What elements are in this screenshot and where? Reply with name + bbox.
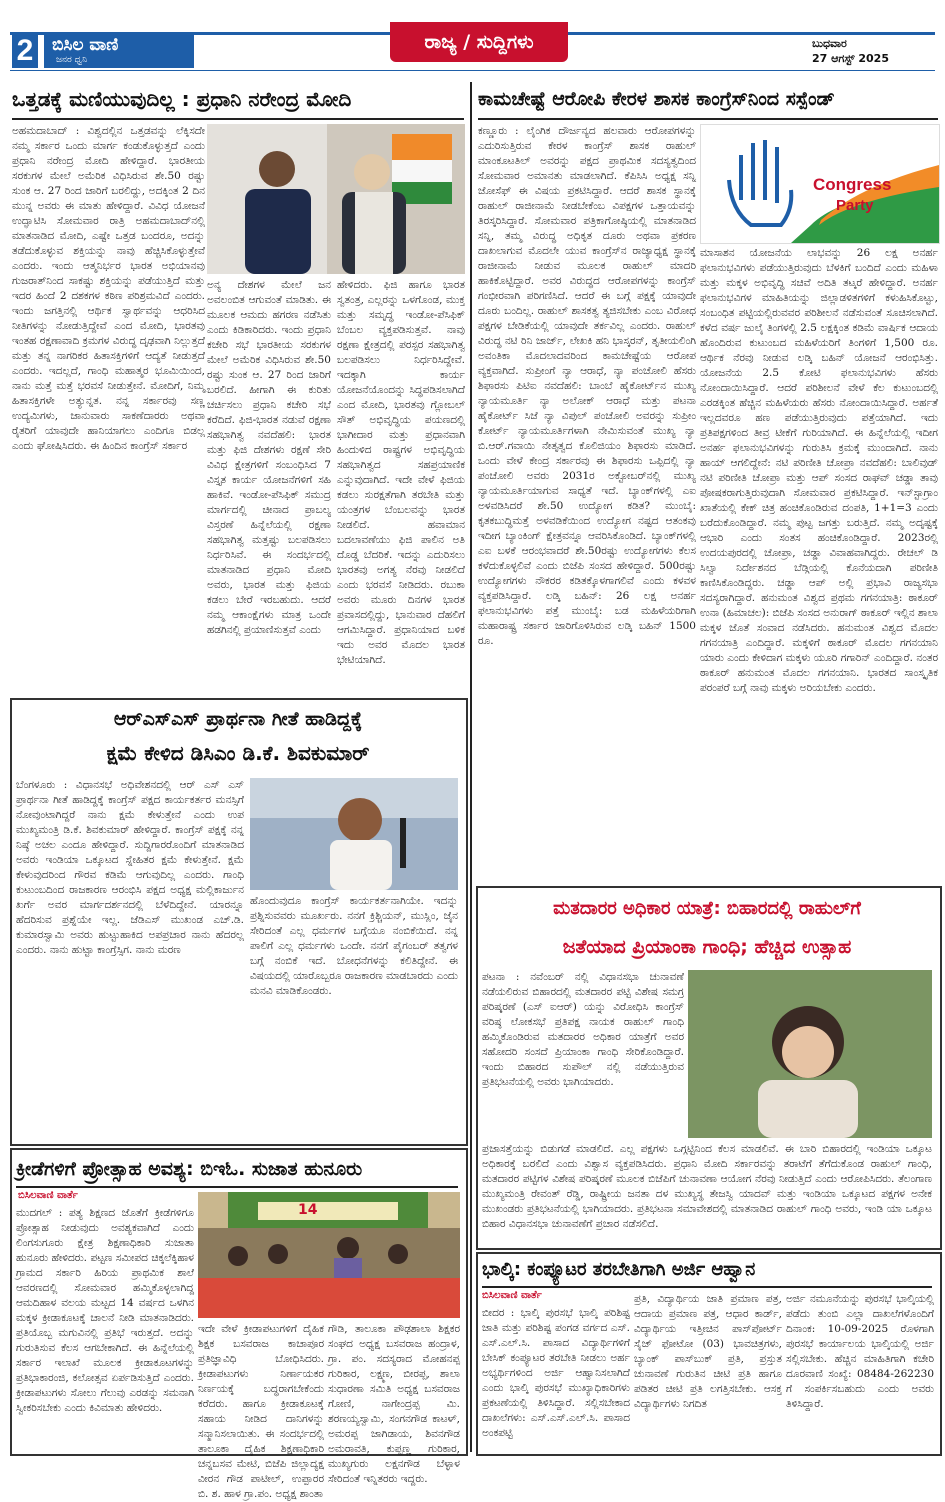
article-sports-headline: ಕ್ರೀಡೆಗಳಿಗೆ ಪ್ರೋತ್ಸಾಹ ಅವಶ್ಯ: ಬಿಇಓ. ಸುಜಾತ ಹುನೂರು: [16, 1158, 363, 1180]
article-dks-headline-1: ಆರ್‌ಎಸ್‌ಎಸ್ ಪ್ರಾರ್ಥನಾ ಗೀತೆ ಹಾಡಿದ್ದಕ್ಕೆ: [113, 708, 363, 730]
issue-date: 27 ಆಗಸ್ಟ್ 2025: [812, 52, 889, 65]
article-bhalki-col3: ಅರ್ಜಿ ನಮೂನೆಯನ್ನು ಪುರಸಭೆ ಭಾಲ್ಕಿಯಲ್ಲಿ ಪಡೆದು ತುಂಬಿ ಎಲ್ಲಾ ದಾಖಲೆಗಳೊಂದಿಗೆ ದಿನಾಂಕ: 10-09-2025 ರೊಳಗಾಗಿ ಪುರಸಭೆ ಕಾರ್ಯಾಲಯ ಭಾಲ್ಕಿಯಲ್ಲಿ ಅರ್ಜಿ ಸಲ್ಲಿಸಬೇಕು. ಹೆಚ್ಚಿನ ಮಾಹಿತಿಗಾಗಿ ಕಚೇರಿ ದೂರವಾಣಿ ಸಂಖ್ಯೆ: 08484-262230 ಗೆ ಸಂಪರ್ಕಿಸಬಹುದು ಎಂದು ಅವರು ತಿಳಿಸಿದ್ದಾರೆ.: [786, 1293, 934, 1410]
page-number: 2: [12, 34, 38, 68]
sports-photo-image: [198, 1192, 460, 1318]
sports-byline: ಬಿಸಿಲವಾಣಿ ವಾರ್ತೆ: [18, 1190, 78, 1201]
article-modi-col3: ಹೇಳಿದರು. ಫಿಜಿ ಹಾಗೂ ಭಾರತ ಸ್ವತಂತ್ರ, ಎಲ್ಲರನ್ನು ಒಳಗೊಂಡ, ಮುಕ್ತ ಮತ್ತು ಸಮೃದ್ಧ ಇಂಡೋ-ಪೆಸಿಫಿಕ್ ಬೆಂಬಲ ವ್ಯಕ್ತಪಡಿಸುತ್ತವೆ. ನಾವು ರಕ್ಷಣಾ ಕ್ಷೇತ್ರದಲ್ಲಿ ಪರಸ್ಪರ ಸಹಭಾಗಿತ್ವ ಬಲಪಡಿಸಲು ನಿರ್ಧರಿಸಿದ್ದೇವೆ. ಇದಕ್ಕಾಗಿ ಕಾರ್ಯ ಯೋಜನೆಯೊಂದನ್ನು ಸಿದ್ಧಪಡಿಸಲಾಗಿದೆ ಎಂದ ಮೋದಿ, ಭಾರತವು ಗ್ಲೋಬಲ್ ಸೌತ್ ಅಭಿವೃದ್ಧಿಯ ಪಯಣದಲ್ಲಿ ಭಾಗೀದಾರ ಮತ್ತು ಪ್ರಧಾನವಾಗಿ ಹಿಂದುಳಿದ ರಾಷ್ಟ್ರಗಳ ಅಭಿವೃದ್ಧಿಯ ಸಹಭಾಗಿತ್ವದ ಸಹಪ್ರಯಾಣಿಕ ಎನ್ನುವುದಾಗಿದೆ. ಇದೇ ವೇಳೆ ಫಿಜಿಯ ಕಡಲು ಸುರಕ್ಷತೆಗಾಗಿ ತರಬೇತಿ ಮತ್ತು ಯಂತ್ರಗಳ ಬೆಂಬಲವನ್ನು ಭಾರತ ನೀಡಲಿದೆ. ಹವಾಮಾನ ಬದಲಾವಣೆಯು ಫಿಜಿ ಪಾಲಿನ ಅತಿ ದೊಡ್ಡ ಬೆದರಿಕೆ. ಇದನ್ನು ಎದುರಿಸಲು ಭಾರತವು ಅಗತ್ಯ ನೆರವು ನೀಡಲಿದೆ ಎಂದು ಭರವಸೆ ನೀಡಿದರು. ರಬುಕಾ ಅವರು ಮೂರು ದಿನಗಳ ಭಾರತ ಪ್ರವಾಸದಲ್ಲಿದ್ದು, ಭಾನುವಾರ ದೆಹಲಿಗೆ ಆಗಮಿಸಿದ್ದಾರೆ. ಪ್ರಧಾನಿಯಾದ ಬಳಿಕ ಇದು ಅವರ ಮೊದಲ ಭಾರತ ಭೇಟಿಯಾಗಿದೆ.: [337, 279, 465, 666]
divider: [482, 1286, 932, 1288]
header-rule-bottom: [10, 70, 935, 71]
priyanka-photo: [688, 970, 932, 1138]
article-modi-col1: ಅಹಮದಾಬಾದ್ : ವಿಶ್ವದಲ್ಲಿನ ಒತ್ತಡವನ್ನು ಲೆಕ್ಕಿಸದೇ ನಮ್ಮ ಸರ್ಕಾರ ಒಂದು ಮಾರ್ಗ ಕಂಡುಕೊಳ್ಳುತ್ತದೆ ಎಂದು ಪ್ರಧಾನಿ ನರೇಂದ್ರ ಮೋದಿ ಹೇಳಿದ್ದಾರೆ. ಭಾರತೀಯ ಸರಕುಗಳ ಮೇಲೆ ಅಮೆರಿಕ ವಿಧಿಸಿರುವ ಶೇ.50 ರಷ್ಟು ಸುಂಕ ಆ. 27 ರಿಂದ ಜಾರಿಗೆ ಬರಲಿದ್ದು, ಅದಕ್ಕಿಂತ 2 ದಿನ ಮುನ್ನ ಅವರು ಈ ಮಾತು ಹೇಳಿದ್ದಾರೆ. ವಿವಿಧ ಯೋಜನೆ ಉದ್ಘಾಟಿಸಿ ಸೋಮವಾರ ರಾತ್ರಿ ಅಹಮದಾಬಾದ್‌ನಲ್ಲಿ ಮಾತನಾಡಿದ ಮೋದಿ, ಎಷ್ಟೇ ಒತ್ತಡ ಬಂದರೂ, ಅದನ್ನು ತಡೆದುಕೊಳ್ಳುವ ಶಕ್ತಿಯನ್ನು ನಾವು ಹೆಚ್ಚಿಸಿಕೊಳ್ಳುತ್ತೇವೆ ಎಂದರು. ಇಂದು ಆತ್ಮನಿರ್ಭರ ಭಾರತ ಅಭಿಯಾನವು ಗುಜರಾತ್‌ನಿಂದ ಸಾಕಷ್ಟು ಶಕ್ತಿಯನ್ನು ಪಡೆಯುತ್ತಿದೆ ಮತ್ತು ಇದರ ಹಿಂದೆ 2 ದಶಕಗಳ ಕಠಿಣ ಪರಿಶ್ರಮವಿದೆ ಎಂದರು. ಇಂದು ಜಗತ್ತಿನಲ್ಲಿ ಆರ್ಥಿಕ ಸ್ವಾರ್ಥವನ್ನು ಆಧರಿಸಿದ ನೀತಿಗಳನ್ನು ನೋಡುತ್ತಿದ್ದೇವೆ ಎಂದ ಮೋದಿ, ಭಾರತವು ಇಂತಹ ರಕ್ಷಣಾವಾದಿ ಕ್ರಮಗಳ ವಿರುದ್ಧ ದೃಢವಾಗಿ ನಿಲ್ಲುತ್ತದೆ ಮತ್ತು ತನ್ನ ನಾಗರಿಕರ ಹಿತಾಸಕ್ತಿಗಳಿಗೆ ಆದ್ಯತೆ ನೀಡುತ್ತದೆ ಎಂದರು. ಇದಲ್ಲದೆ, ಗಾಂಧಿ ಮಹಾತ್ಮರ ಭೂಮಿಯಿಂದ, ನಾನು ಮತ್ತೆ ಮತ್ತೆ ಭರವಸೆ ನೀಡುತ್ತೇನೆ. ಮೋದಿಗೆ, ನಿಮ್ಮ ಹಿತಾಸಕ್ತಿಗಳೇ ಅತ್ಯುನ್ನತ. ನನ್ನ ಸರ್ಕಾರವು ಸಣ್ಣ ಉದ್ಯಮಿಗಳು, ಜಾನುವಾರು ಸಾಕಣೆದಾರರು ಅಥವಾ ರೈತರಿಗೆ ಯಾವುದೇ ಹಾನಿಯಾಗಲು ಎಂದಿಗೂ ಬಿಡಲ್ಲ ಎಂದು ಘೋಷಿಸಿದರು. ಈ ಹಿಂದಿನ ಕಾಂಗ್ರೆಸ್ ಸರ್ಕಾರ: [12, 125, 205, 452]
article-sports-col1: ಮುದಗಲ್ : ಪತ್ಯ ಶಿಕ್ಷಣದ ಜೊತೆಗೆ ಕ್ರೀಡೆಗಳಿಗೂ ಪ್ರೋತ್ಸಾಹ ನೀಡುವುದು ಅವಶ್ಯಕವಾಗಿದೆ ಎಂದು ಲಿಂಗಸುಗೂರು ಕ್ಷೇತ್ರ ಶಿಕ್ಷಣಾಧಿಕಾರಿ ಸುಜಾತಾ ಹುನೂರು ಹೇಳಿದರು. ಪಟ್ಟಣ ಸಮೀಪದ ಚಿಕ್ಕಲೆಕ್ಕಿಹಾಳ ಗ್ರಾಮದ ಸರ್ಕಾರಿ ಹಿರಿಯ ಪ್ರಾಥಮಿಕ ಶಾಲೆ ಆವರಣದಲ್ಲಿ ಸೋಮವಾರ ಹಮ್ಮಿಕೊಳ್ಳಲಾಗಿದ್ದ ಆಮದಿಹಾಳ ವಲಯ ಮಟ್ಟದ 14 ವರ್ಷದ ಒಳಗಿನ ಮಕ್ಕಳ ಕ್ರೀಡಾಕೂಟಕ್ಕೆ ಚಾಲನೆ ನೀಡಿ ಮಾತನಾಡಿದರು. ಪ್ರತಿಯೊಬ್ಬ ಮಗುವಿನಲ್ಲಿ ಪ್ರತಿಭೆ ಇರುತ್ತದೆ. ಅದನ್ನು ಗುರುತಿಸುವ ಕೆಲಸ ಆಗಬೇಕಾಗಿದೆ. ಈ ಹಿನ್ನೆಲೆಯಲ್ಲಿ ಸರ್ಕಾರ ಇಲಾಖೆ ಮೂಲಕ ಕ್ರೀಡಾಕೂಟಗಳನ್ನು ಪ್ರತಿಭಾಕಾರಂಜಿ, ಕಲೋತ್ಸವ ಏರ್ಪಡಿಸುತ್ತಿದೆ ಎಂದರು. ಕ್ರೀಡಾಪಟುಗಳು ಸೋಲು ಗೆಲುವು ಎರಡನ್ನು ಸಮನಾಗಿ ಸ್ವೀಕರಿಸಬೇಕು ಎಂದು ಕಿವಿಮಾತು ಹೇಳಿದರು.: [16, 1207, 194, 1414]
section-title: ರಾಜ್ಯ / ಸುದ್ದಿಗಳು: [390, 22, 568, 62]
article-dks-col1: ಬೆಂಗಳೂರು : ವಿಧಾನಸಭೆ ಅಧಿವೇಶನದಲ್ಲಿ ಆರ್ ಎಸ್ ಎಸ್ ಪ್ರಾರ್ಥನಾ ಗೀತೆ ಹಾಡಿದ್ದಕ್ಕೆ ಕಾಂಗ್ರೆಸ್ ಪಕ್ಷದ ಕಾರ್ಯಕರ್ತರ ಮನಸ್ಸಿಗೆ ನೋವುಂಟಾಗಿದ್ದರೆ ನಾನು ಕ್ಷಮೆ ಕೇಳುತ್ತೇನೆ ಎಂದು ಉಪ ಮುಖ್ಯಮಂತ್ರಿ ಡಿ.ಕೆ. ಶಿವಕುಮಾರ್ ಹೇಳಿದ್ದಾರೆ. ಕಾಂಗ್ರೆಸ್ ಪಕ್ಷಕ್ಕೆ ನನ್ನ ನಿಷ್ಠೆ ಅಚಲ ಎಂದೂ ಹೇಳಿದ್ದಾರೆ. ಸುದ್ದಿಗಾರರೊಂದಿಗೆ ಮಾತನಾಡಿದ ಅವರು ಇಂಡಿಯಾ ಒಕ್ಕೂಟದ ಸ್ನೇಹಿತರ ಕ್ಷಮೆ ಕೇಳುತ್ತೇನೆ. ಕ್ಷಮೆ ಕೇಳುವುದರಿಂದ ಗೌರವ ಕಡಿಮೆ ಆಗುವುದಿಲ್ಲ ಎಂದರು. ಗಾಂಧಿ ಕುಟುಂಬದಿಂದ ರಾಜಕಾರಣ ಆರಂಭಿಸಿ ಪಕ್ಷದ ಅಧ್ಯಕ್ಷ ಮಲ್ಲಿಕಾರ್ಜುನ ಖರ್ಗೆ ಅವರ ಮಾರ್ಗದರ್ಶನದಲ್ಲಿ ಬೆಳೆದಿದ್ದೇನೆ. ಯಾರನ್ನೂ ಹೆದರಿಸುವ ಪ್ರಶ್ನೆಯೇ ಇಲ್ಲ. ಜೆಡಿಎಸ್ ಮುಖಂಡ ಎಚ್.ಡಿ. ಕುಮಾರಸ್ವಾಮಿ ಅವರು ಹುಟ್ಟುಹಾಕಿದ ಅಪಪ್ರಚಾರ ನಾನು ಹೆದರಲ್ಲ ಎಂದರು. ನಾನು ಹುಟ್ಟಾ ಕಾಂಗ್ರೆಸ್ಸಿಗ. ನಾನು ಮರಣ: [16, 779, 244, 956]
sports-photo: [198, 1192, 460, 1318]
divider: [478, 118, 938, 120]
article-priyanka-headline-1: ಮತದಾರರ ಅಧಿಕಾರ ಯಾತ್ರೆ: ಬಿಹಾರದಲ್ಲಿ ರಾಹುಲ್‌ಗೆ: [553, 898, 861, 919]
article-congress-col1: ಕಣ್ಣೂರು : ಲೈಂಗಿಕ ದೌರ್ಜನ್ಯದ ಹಲವಾರು ಆರೋಪಗಳನ್ನು ಎದುರಿಸುತ್ತಿರುವ ಕೇರಳ ಕಾಂಗ್ರೆಸ್ ಶಾಸಕ ರಾಹುಲ್ ಮಾಂಕೂಟತಿಲ್ ಅವರನ್ನು ಪಕ್ಷದ ಪ್ರಾಥಮಿಕ ಸದಸ್ಯತ್ವದಿಂದ ಸೋಮವಾರ ಅಮಾನತು ಮಾಡಲಾಗಿದೆ. ಕೆಪಿಸಿಸಿ ಅಧ್ಯಕ್ಷ ಸನ್ನಿ ಜೋಸೆಫ್ ಈ ವಿಷಯ ಪ್ರಕಟಿಸಿದ್ದಾರೆ. ಆದರೆ ಶಾಸಕ ಸ್ಥಾನಕ್ಕೆ ರಾಹುಲ್ ರಾಜೀನಾಮೆ ನೀಡಬೇಕೆಂಬ ವಿಪಕ್ಷಗಳ ಒತ್ತಾಯವನ್ನು ತಿರಸ್ಕರಿಸಿದ್ದಾರೆ. ಸೋಮವಾರ ಪತ್ರಿಕಾಗೋಷ್ಠಿಯಲ್ಲಿ ಮಾತನಾಡಿದ ಸನ್ನಿ, ತಮ್ಮ ವಿರುದ್ಧ ಅಧಿಕೃತ ದೂರು ಅಥವಾ ಪ್ರಕರಣ ದಾಖಲಾಗುವ ಮೊದಲೇ ಯುವ ಕಾಂಗ್ರೆಸ್‌ನ ರಾಜ್ಯಾಧ್ಯಕ್ಷ ಸ್ಥಾನಕ್ಕೆ ರಾಜೀನಾಮೆ ನೀಡುವ ಮೂಲಕ ರಾಹುಲ್ ಮಾದರಿ ಹಾಕಿಕೊಟ್ಟಿದ್ದಾರೆ. ಅವರ ವಿರುದ್ಧದ ಆರೋಪಗಳನ್ನು ಕಾಂಗ್ರೆಸ್ ಗಂಭೀರವಾಗಿ ಪರಿಗಣಿಸಿದೆ. ಆದರೆ ಈ ಬಗ್ಗೆ ಪಕ್ಷಕ್ಕೆ ಯಾವುದೇ ದೂರು ಬಂದಿಲ್ಲ. ರಾಹುಲ್ ಶಾಸಕತ್ವ ತ್ಯಜಿಸಬೇಕು ಎಂಬ ವಿರೋಧ ಪಕ್ಷಗಳ ಬೇಡಿಕೆಯಲ್ಲಿ ಯಾವುದೇ ತರ್ಕವಿಲ್ಲ ಎಂದರು. ರಾಹುಲ್ ವಿರುದ್ಧ ನಟಿ ರಿನಿ ಜಾರ್ಜ್, ಲೇಖಕಿ ಹನಿ ಭಾಸ್ಕರನ್, ತೃತೀಯಲಿಂಗಿ ಅವಂತಿಕಾ ಮೊದಲಾದವರಿಂದ ಕಾಮಚೇಷ್ಟೆಯ ಆರೋಪ ವ್ಯಕ್ತವಾಗಿದೆ. ಸುಪ್ರೀಂಗೆ ನ್ಯಾ ಆರಾಧೆ, ನ್ಯಾ ಪಂಚೋಲಿ ಹೆಸರು ಶಿಫಾರಸು ಪಿಟಿಐ ನವದೆಹಲಿ: ಬಾಂಬೆ ಹೈಕೋರ್ಟ್‌ನ ಮುಖ್ಯ ನ್ಯಾಯಮೂರ್ತಿ ನ್ಯಾ ಅಲೋಕ್ ಆರಾಧೆ ಮತ್ತು ಪಟನಾ ಹೈಕೋರ್ಟ್ ಸಿಜೆ ನ್ಯಾ ವಿಪುಲ್ ಪಂಚೋಲಿ ಅವರನ್ನು ಸುಪ್ರೀಂ ಕೋರ್ಟ್ ನ್ಯಾಯಮೂರ್ತಿಗಳಾಗಿ ನೇಮಿಸುವಂತೆ ಮುಖ್ಯ ನ್ಯಾ ಬಿ.ಆರ್.ಗವಾಯಿ ನೇತೃತ್ವದ ಕೊಲಿಜಿಯಂ ಶಿಫಾರಸು ಮಾಡಿದೆ. ಒಂದು ವೇಳೆ ಕೇಂದ್ರ ಸರ್ಕಾರವು ಈ ಶಿಫಾರಸು ಒಪ್ಪಿದಲ್ಲಿ ನ್ಯಾ ಪಂಚೋಲಿ ಅವರು 2031ರ ಅಕ್ಟೋಬರ್‌ನಲ್ಲಿ ಮುಖ್ಯ ನ್ಯಾಯಮೂರ್ತಿಯಾಗುವ ಸಾಧ್ಯತೆ ಇದೆ. ಬ್ಯಾಂಕ್‌ಗಳಲ್ಲಿ ಎಐ ಅಳವಡಿಸಿದರೆ ಶೇ.50 ಉದ್ಯೋಗ ಕಡಿತ? ಮುಂಬೈ: ಕೃತಕಬುದ್ಧಿಮತ್ತೆ ಅಳವಡಿಕೆಯಿಂದ ಉದ್ಯೋಗ ನಷ್ಟದ ಆತಂಕವು ಇದೀಗ ಬ್ಯಾಂಕಿಂಗ್ ಕ್ಷೇತ್ರವನ್ನೂ ಆವರಿಸಿಕೊಂಡಿದೆ. ಬ್ಯಾಂಕ್‌ಗಳಲ್ಲಿ ಎಐ ಬಳಕೆ ಆರಂಭವಾದರೆ ಶೇ.50ರಷ್ಟು ಉದ್ಯೋಗಗಳು ಕೆಲಸ ಕಳೆದುಕೊಳ್ಳಲಿವೆ ಎಂದು ಬಿಜೆಪಿ ಸಂಸದ ಹೇಳಿದ್ದಾರೆ. 500ರಷ್ಟು ಉದ್ಯೋಗಗಳು ನೌಕರರ ಕಡಿತಕ್ಕೊಳಗಾಗಲಿವೆ ಎಂದು ಕಳವಳ ವ್ಯಕ್ತಪಡಿಸಿದ್ದಾರೆ. ಲಡ್ಕಿ ಬಹಿನ್: 26 ಲಕ್ಷ ಅನರ್ಹ ಫಲಾನುಭವಿಗಳು ಪತ್ತೆ ಮುಂಬೈ: ಬಡ ಮಹಿಳೆಯರಿಗಾಗಿ ಮಹಾರಾಷ್ಟ್ರ ಸರ್ಕಾರ ಜಾರಿಗೊಳಿಸಿರುವ ಲಡ್ಕಿ ಬಹಿನ್ 1500 ರೂ.: [478, 125, 696, 647]
priyanka-photo-image: [688, 970, 932, 1138]
article-modi-col2: ಅನ್ಯ ದೇಶಗಳ ಮೇಲೆ ಜನ ಅವಲಂಬಿತ ಆಗುವಂತೆ ಮಾಡಿತು. ಈ ಮೂಲಕ ಆಮದು ಹಗರಣ ನಡೆಸಿತು ಎಂದು ಕಿಡಿಕಾರಿದರು. ಇಂದು ಪ್ರಧಾನಿ ಕಚೇರಿ ಸಭೆ ಭಾರತೀಯ ಸರಕುಗಳ ಮೇಲೆ ಅಮೆರಿಕ ವಿಧಿಸಿರುವ ಶೇ.50 ರಷ್ಟು ಸುಂಕ ಆ. 27 ರಿಂದ ಜಾರಿಗೆ ಬರಲಿದೆ. ಹೀಗಾಗಿ ಈ ಕುರಿತು ಚರ್ಚಿಸಲು ಪ್ರಧಾನಿ ಕಚೇರಿ ಸಭೆ ಕರೆದಿದೆ. ಫಿಜಿ-ಭಾರತ ನಡುವೆ ರಕ್ಷಣಾ ಸಹಭಾಗಿತ್ವ ನವದೆಹಲಿ: ಭಾರತ ಮತ್ತು ಫಿಜಿ ದೇಶಗಳು ರಕ್ಷಣೆ ಸೇರಿ ವಿವಿಧ ಕ್ಷೇತ್ರಗಳಿಗೆ ಸಂಬಂಧಿಸಿದ 7 ವಿಸ್ತೃತ ಕಾರ್ಯ ಯೋಜನೆಗಳಿಗೆ ಸಹಿ ಹಾಕಿವೆ. ಇಂಡೋ-ಪೆಸಿಫಿಕ್ ಸಮುದ್ರ ಮಾರ್ಗದಲ್ಲಿ ಚೀನಾದ ಪ್ರಾಬಲ್ಯ ವಿಸ್ತರಣೆ ಹಿನ್ನೆಲೆಯಲ್ಲಿ ರಕ್ಷಣಾ ಸಹಭಾಗಿತ್ವ ಮತ್ತಷ್ಟು ಬಲಪಡಿಸಲು ನಿರ್ಧರಿಸಿವೆ. ಈ ಸಂದರ್ಭದಲ್ಲಿ ಮಾತನಾಡಿದ ಪ್ರಧಾನಿ ಮೋದಿ ಅವರು, ಭಾರತ ಮತ್ತು ಫಿಜಿಯ ಕಡಲು ಬೇರೆ ಇರಬಹುದು. ಆದರೆ ನಮ್ಮ ಆಕಾಂಕ್ಷೆಗಳು ಮಾತ್ರ ಒಂದೇ ಹಡಗಿನಲ್ಲಿ ಪ್ರಯಾಣಿಸುತ್ತವೆ ಎಂದು: [207, 279, 331, 636]
article-sports-col2: ಇದೇ ವೇಳೆ ಕ್ರೀಡಾಪಟುಗಳಿಗೆ ದೈಹಿಕ ಶಿಕ್ಷಕ ಬಸವರಾಜ ಕಾಚಾಪೂರ ಪ್ರತಿಜ್ಞಾವಿಧಿ ಬೋಧಿಸಿದರು. ಕ್ರೀಡಾಪಟುಗಳು ನಿರ್ಣಾಯಕರ ನಿರ್ಣಯಕ್ಕೆ ಬದ್ಧರಾಗಬೇಕೆಂದು ಕರೆದರು. ಹಾಗೂ ಕ್ರೀಡಾಕೂಟಕ್ಕೆ ಸಹಾಯ ನೀಡಿದ ದಾನಿಗಳನ್ನು ಸನ್ಮಾನಿಸಲಾಯಿತು. ಈ ಸಂದರ್ಭದಲ್ಲಿ ತಾಲೂಕಾ ದೈಹಿಕ ಶಿಕ್ಷಣಾಧಿಕಾರಿ ಚನ್ನಬಸವ ಮೇಟಿ, ಬಿಜೆಪಿ ಜಿಲ್ಲಾದ್ಯಕ್ಷ ವೀರನ ಗೌಡ ಪಾಟೀಲ್, ಉಪ್ಪಾರರ ಬಿ. ಶ. ಹಾಳ ಗ್ರಾ.ಪಂ. ಅಧ್ಯಕ್ಷ ಶಾಂತಾ: [198, 1323, 324, 1500]
article-modi-headline: ಒತ್ತಡಕ್ಕೆ ಮಣಿಯುವುದಿಲ್ಲ : ಪ್ರಧಾನಿ ನರೇಂದ್ರ ಮೋದಿ: [12, 87, 352, 111]
article-bhalki-col2: ಪ್ರತಿ, ವಿದ್ಯಾರ್ಥಿಯ ಜಾತಿ ಪ್ರಮಾಣ ಪತ್ರ, ಆದಾಯ ಪ್ರಮಾಣ ಪತ್ರ, ಆಧಾರ ಕಾರ್ಡ್, ವಿದ್ಯಾರ್ಥಿಯ ಇತ್ತೀಚಿನ ಪಾಸ್‌ಪೋರ್ಟ್ ಸೈಜ್ ಫೋಟೋ (03) ಭಾವಚಿತ್ರಗಳು, ಬ್ಯಾಂಕ್ ಪಾಸ್‌ಬುಕ್ ಪ್ರತಿ, ಪ್ರಸ್ತುತ ಚುನಾವಣೆ ಗುರುತಿನ ಚೀಟಿ ಪ್ರತಿ ಹಾಗೂ ಪಡಿತರ ಚೀಟಿ ಪ್ರತಿ ಲಗತ್ತಿಸಬೇಕು. ಆಸಕ್ತ ವಿದ್ಯಾರ್ಥಿಗಳು ನಿಗದಿತ: [634, 1293, 782, 1410]
article-priyanka-col1: ಪಟನಾ : ನವೆಂಬರ್ ನಲ್ಲಿ ವಿಧಾನಸಭಾ ಚುನಾವಣೆ ನಡೆಯಲಿರುವ ಬಿಹಾರದಲ್ಲಿ ಮತದಾರರ ಪಟ್ಟಿ ವಿಶೇಷ ಸಮಗ್ರ ಪರಿಷ್ಕರಣೆ (ಎಸ್ ಐಆರ್) ಯನ್ನು ವಿರೋಧಿಸಿ ಕಾಂಗ್ರೆಸ್ ವರಿಷ್ಠ ಲೋಕಸಭೆ ಪ್ರತಿಪಕ್ಷ ನಾಯಕ ರಾಹುಲ್ ಗಾಂಧಿ ಹಮ್ಮಿಕೊಂಡಿರುವ ಮತದಾರರ ಅಧಿಕಾರ ಯಾತ್ರೆಗೆ ಅವರ ಸಹೋದರಿ ಸಂಸದೆ ಪ್ರಿಯಾಂಕಾ ಗಾಂಧಿ ಸೇರಿಕೊಂಡಿದ್ದಾರೆ. ಇಂದು ಬಿಹಾರದ ಸುಪೌಲ್ ನಲ್ಲಿ ನಡೆಯುತ್ತಿರುವ ಪ್ರತಿಭಟನೆಯಲ್ಲಿ ಅವರು ಭಾಗಿಯಾದರು.: [482, 971, 684, 1088]
issue-day: ಬುಧವಾರ: [812, 37, 847, 50]
dks-photo: [250, 778, 458, 890]
article-priyanka-headline-2: ಜತೆಯಾದ ಪ್ರಿಯಾಂಕಾ ಗಾಂಧಿ; ಹೆಚ್ಚಿದ ಉತ್ಸಾಹ: [562, 936, 852, 958]
article-sports-col3: ಗೌಡಿ, ತಾಲೂಕಾ ಪೌಢಶಾಲಾ ಶಿಕ್ಷಕರ ಸಂಘದ ಅಧ್ಯಕ್ಷ ಬಸವರಾಜ ಹಂದ್ರಾಳ, ಗ್ರಾ. ಪಂ. ಸದಸ್ಯರಾದ ಮೋಹನಪ್ಪ ಗುರಿಕಾರ, ಲಕ್ಷ್ಮಣ, ಬೀರಪ್ಪ, ಶಾಲಾ ಸುಧಾರಣಾ ಸಮಿತಿ ಅಧ್ಯಕ್ಷ ಬಸವರಾಜ ಗೋಣಿ, ನಾಗೇಂದ್ರಪ್ಪ ಮಿ. ಶರಣಯ್ಯಸ್ವಾಮಿ, ಸಂಗನಗೌಡ ಕಾಟಳ್, ಅಮರಪ್ಪ ಜಾಗಿಡಾಯ, ಶಿವನಗೌಡ ಅಮರಾವತಿ, ಕುಪ್ಪಣ್ಣ ಗುರಿಕಾರ, ಮುಖ್ಯಗುರು ಲಕ್ಷನಗೌಡ ಬೆಳ್ಳಾಳ ಸೇರಿದಂತೆ ಇನ್ನಿತರರು ಇದ್ದರು.: [328, 1323, 460, 1485]
article-bhalki-headline: ಭಾಲ್ಕಿ: ಕಂಪ್ಯೂಟರ ತರಬೇತಿಗಾಗಿ ಅರ್ಜಿ ಆಹ್ವಾನ: [482, 1259, 756, 1280]
column-divider: [470, 82, 472, 1452]
bhalki-byline: ಬಿಸಿಲವಾಣಿ ವಾರ್ತೆ: [482, 1290, 542, 1301]
date-block: [812, 36, 937, 68]
paper-name: ಬಿಸಿಲ ವಾಣಿ: [52, 35, 119, 55]
article-dks-headline-2: ಕ್ಷಮೆ ಕೇಳಿದ ಡಿಸಿಎಂ ಡಿ.ಕೆ. ಶಿವಕುಮಾರ್: [106, 741, 370, 765]
article-congress-col2: ಮಾಸಾಶನ ಯೋಜನೆಯ ಲಾಭವನ್ನು 26 ಲಕ್ಷ ಅನರ್ಹ ಫಲಾನುಭವಿಗಳು ಪಡೆಯುತ್ತಿರುವುದು ಬೆಳಕಿಗೆ ಬಂದಿದೆ ಎಂದು ಮಹಿಳಾ ಮತ್ತು ಮಕ್ಕಳ ಅಭಿವೃದ್ಧಿ ಸಚಿವೆ ಅದಿತಿ ತಟ್ಕರೆ ಹೇಳಿದ್ದಾರೆ. ಅನರ್ಹ ಫಲಾನುಭವಿಗಳ ಮಾಹಿತಿಯನ್ನು ಜಿಲ್ಲಾಡಳಿತಗಳಿಗೆ ಕಳುಹಿಸಿಕೊಟ್ಟು, ಸಂಬಂಧಿತ ಪಟ್ಟಿಯಲ್ಲಿರುವವರ ಪರಿಶೀಲನೆ ನಡೆಸುವಂತೆ ಸೂಚಿಸಲಾಗಿದೆ. ಕಳೆದ ವರ್ಷ ಜುಲೈ ತಿಂಗಳಲ್ಲಿ 2.5 ಲಕ್ಷಕ್ಕಿಂತ ಕಡಿಮೆ ವಾರ್ಷಿಕ ಆದಾಯ ಹೊಂದಿರುವ ಕುಟುಂಬದ ಮಹಿಳೆಯರಿಗೆ ತಿಂಗಳಿಗೆ 1,500 ರೂ. ಆರ್ಥಿಕ ನೆರವು ನೀಡುವ ಲಡ್ಕಿ ಬಹಿನ್ ಯೋಜನೆ ಆರಂಭಿಸಿತ್ತು. ಯೋಜನೆಯ 2.5 ಕೋಟಿ ಫಲಾನುಭವಿಗಳು ಹೆಸರು ನೋಂದಾಯಿಸಿದ್ದಾರೆ. ಆದರೆ ಪರಿಶೀಲನೆ ವೇಳೆ ಕೆಲ ಕುಟುಂಬದಲ್ಲಿ ಎರಡಕ್ಕಿಂತ ಹೆಚ್ಚಿನ ಮಹಿಳೆಯರು ಹೆಸರು ನೋಂದಾಯಿಸಿದ್ದಾರೆ. ಅರ್ಹತೆ ಇಲ್ಲದವರೂ ಹಣ ಪಡೆಯುತ್ತಿರುವುದು ಪತ್ತೆಯಾಗಿದೆ. ಇದು ಪ್ರತಿಪಕ್ಷಗಳಿಂದ ತೀವ್ರ ಟೀಕೆಗೆ ಗುರಿಯಾಗಿದೆ. ಈ ಹಿನ್ನೆಲೆಯಲ್ಲಿ ಇದೀಗ ಅನರ್ಹ ಫಲಾನುಭವಿಗಳನ್ನು ಗುರುತಿಸಿ ಕ್ರಮಕ್ಕೆ ಮುಂದಾಗಿದೆ. ನಾನು ಹಾಯ್ ಆಗಲಿದ್ದೇನೆ: ನಟಿ ಪರಿಣೀತಿ ಚೋಪ್ರಾ ನವದೆಹಲಿ: ಬಾಲಿವುಡ್ ನಟಿ ಪರಿಣೀತಿ ಚೋಪ್ರಾ ಮತ್ತು ಆಪ್ ಸಂಸದ ರಾಘವ್ ಚಡ್ಡಾ ತಾವು ಪೋಷಕರಾಗುತ್ತಿರುವುದಾಗಿ ಸೋಮವಾರ ಪ್ರಕಟಿಸಿದ್ದಾರೆ. ಇನ್‌ಸ್ಟಾಗ್ರಾಂ ಖಾತೆಯಲ್ಲಿ ಕೇಕ್ ಚಿತ್ರ ಹಂಚಿಕೊಂಡಿರುವ ದಂಪತಿ, 1+1=3 ಎಂದು ಬರೆದುಕೊಂಡಿದ್ದಾರೆ. ನಮ್ಮ ಪುಟ್ಟ ಜಗತ್ತು ಬರುತ್ತಿದೆ. ನಮ್ಮ ಅದೃಷ್ಟಕ್ಕೆ ಆಭಾರಿ ಎಂದು ಸಂತಸ ಹಂಚಿಕೊಂಡಿದ್ದಾರೆ. 2023ರಲ್ಲಿ ಉದಯಪುರದಲ್ಲಿ ಚೋಪ್ರಾ, ಚಡ್ಡಾ ವಿವಾಹವಾಗಿದ್ದರು. ರೇಚಲ್ ಡಿ ಸಿಲ್ವಾ ನಿರ್ದೇಶನದ ಬೆಡ್ಗಿಯಲ್ಲಿ ಕೊನೆಯದಾಗಿ ಪರಿಣೀತಿ ಕಾಣಿಸಿಕೊಂಡಿದ್ದರು. ಚಡ್ಡಾ ಆಪ್ ಅಲ್ಲಿ ಪ್ರಭಾವಿ ರಾಜ್ಯಸಭಾ ಸದಸ್ಯರಾಗಿದ್ದಾರೆ. ಹನುಮಂತ ವಿಶ್ವದ ಪ್ರಥಮ ಗಗನಯಾತ್ರಿ: ಠಾಕೂರ್ ಉನಾ (ಹಿಮಾಚಲ): ಬಿಜೆಪಿ ಸಂಸದ ಅನುರಾಗ್ ಠಾಕೂರ್ ಇಲ್ಲಿನ ಶಾಲಾ ಮಕ್ಕಳ ಜೊತೆ ಸಂವಾದ ನಡೆಸಿದರು. ಹನುಮಂತ ವಿಶ್ವದ ಮೊದಲ ಗಗನಯಾತ್ರಿ ಎಂದಿದ್ದಾರೆ. ಮಕ್ಕಳಿಗೆ ಠಾಕೂರ್ ಮೊದಲ ಗಗನಯಾನಿ ಯಾರು ಎಂದು ಕೇಳಿದಾಗ ಮಕ್ಕಳು ಯೂರಿ ಗಗಾರಿನ್ ಎಂದಿದ್ದಾರೆ. ನಂತರ ಠಾಕೂರ್ ಹನುಮಂತ ಮೊದಲ ಗಗನಯಾನಿ. ಭಾರತದ ಸಾಂಸ್ಕೃತಿಕ ಪರಂಪರೆ ಬಗ್ಗೆ ನಾವು ಮಕ್ಕಳು ಅರಿಯಬೇಕು ಎಂದರು.: [700, 247, 938, 694]
logo-text-2: Party: [836, 197, 874, 214]
article-bhalki-col1: ಬೀದರ : ಭಾಲ್ಕಿ ಪುರಸಭೆ ಭಾಲ್ಕಿ ಪರಿಶಿಷ್ಟ ಜಾತಿ ಮತ್ತು ಪರಿಶಿಷ್ಟ ಪಂಗಡ ವರ್ಗದ ಎಸ್. ಎಸ್.ಎಲ್.ಸಿ. ಪಾಸಾದ ವಿದ್ಯಾರ್ಥಿಗಳಿಗೆ ಬೇಸಿಕ್ ಕಂಪ್ಯೂಟರ ತರಬೇತಿ ನೀಡಲು ಅರ್ಹ ಅಭ್ಯರ್ಥಿಗಳಿಂದ ಅರ್ಜಿ ಆಹ್ವಾನಿಸಲಾಗಿದೆ ಎಂದು ಭಾಲ್ಕಿ ಪುರಸಭೆ ಮುಖ್ಯಾಧಿಕಾರಿಗಳು ಪ್ರಕಟಣೆಯಲ್ಲಿ ತಿಳಿಸಿದ್ದಾರೆ. ಸಲ್ಲಿಸಬೇಕಾದ ದಾಖಲೆಗಳು: ಎಸ್.ಎಸ್.ಎಲ್.ಸಿ. ಪಾಸಾದ ಅಂಕಪಟ್ಟಿ: [482, 1307, 630, 1439]
sports-banner-number: 14: [298, 1202, 318, 1218]
article-dks-col2: ಹೊಂದುವುದೂ ಕಾಂಗ್ರೆಸ್ ಕಾರ್ಯಕರ್ತನಾಗಿಯೇ. ಇದನ್ನು ಪ್ರಶ್ನಿಸುವವರು ಮೂರ್ಖರು. ನನಗೆ ಕ್ರಿಶ್ಚಿಯನ್, ಮುಸ್ಲಿಂ, ಜೈನ ಸೇರಿದಂತೆ ಎಲ್ಲ ಧರ್ಮಗಳ ಬಗ್ಗೆಯೂ ನಂಬಿಕೆಯಿದೆ. ನನ್ನ ಪಾಲಿಗೆ ಎಲ್ಲ ಧರ್ಮಗಳು ಒಂದೇ. ನನಗೆ ಪೈಗಂಬರ್ ತತ್ವಗಳ ಬಗ್ಗೆ ನಂಬಿಕೆ ಇದೆ. ಬೋಧನೆಗಳನ್ನು ಕಲಿತಿದ್ದೇನೆ. ಈ ವಿಷಯದಲ್ಲಿ ಯಾರೊಬ್ಬರೂ ರಾಜಕಾರಣ ಮಾಡಬಾರದು ಎಂದು ಮನವಿ ಮಾಡಿಕೊಂಡರು.: [250, 895, 458, 997]
dks-photo-image: [250, 778, 458, 890]
divider: [12, 118, 464, 120]
paper-tagline: ಜನರ ಧ್ವನಿ: [56, 55, 88, 65]
article-priyanka-col-full: ಪ್ರಜಾಸತ್ತೆಯನ್ನು ಬಿಡುಗಡೆ ಮಾಡಲಿದೆ. ಎಲ್ಲ ಪಕ್ಷಗಳು ಒಗ್ಗಟ್ಟಿನಿಂದ ಕೆಲಸ ಮಾಡಲಿವೆ. ಈ ಬಾರಿ ಬಿಹಾರದಲ್ಲಿ ಇಂಡಿಯಾ ಒಕ್ಕೂಟ ಅಧಿಕಾರಕ್ಕೆ ಬರಲಿದೆ ಎಂದು ವಿಶ್ವಾಸ ವ್ಯಕ್ತಪಡಿಸಿದರು. ಪ್ರಧಾನಿ ಮೋದಿ ಸರ್ಕಾರವನ್ನು ತರಾಟೆಗೆ ತೆಗೆದುಕೊಂಡ ರಾಹುಲ್ ಗಾಂಧಿ, ಮತದಾರರ ಪಟ್ಟಿಗಳ ವಿಶೇಷ ಪರಿಷ್ಕರಣೆ ಮೂಲಕ ಬಿಜೆಪಿಗೆ ಚುನಾವಣಾ ಆಯೋಗ ನೆರವು ನೀಡುತ್ತಿದೆ ಎಂದು ಆರೋಪಿಸಿದರು. ತೆಲಂಗಾಣ ಮುಖ್ಯಮಂತ್ರಿ ರೇವಂತ್ ರೆಡ್ಡಿ, ರಾಷ್ಟ್ರೀಯ ಜನತಾ ದಳ ಮುಖ್ಯಸ್ಥ ತೇಜಸ್ವಿ ಯಾದವ್ ಮತ್ತು ಇಂಡಿಯಾ ಒಕ್ಕೂಟದ ಪಕ್ಷಗಳ ಅನೇಕ ಮುಖಂಡರು ಪ್ರತಿಭಟನೆಯಲ್ಲಿ ಭಾಗಿಯಾದರು. ಪ್ರತಿಭಟನಾ ಸಮಾವೇಶದಲ್ಲಿ ಮಾತನಾಡಿದ ರಾಹುಲ್ ಗಾಂಧಿ ಅವರು, ಇಂಡಿ ಯಾ ಒಕ್ಕೂಟ ಬಿಹಾರ ವಿಧಾನಸಭಾ ಚುನಾವಣೆಗೆ ಪ್ರಚಾರ ನಡೆಸಲಿದೆ.: [482, 1143, 932, 1230]
paper-masthead: [44, 34, 194, 68]
logo-text-1: Congress: [813, 175, 892, 194]
divider: [16, 1186, 458, 1188]
modi-photo-image: [207, 124, 465, 274]
congress-logo: [700, 124, 940, 244]
modi-photo: [207, 124, 465, 274]
article-congress-headline: ಕಾಮಚೇಷ್ಟೆ ಆರೋಪಿ ಕೇರಳ ಶಾಸಕ ಕಾಂಗ್ರೆಸ್‌ನಿಂದ ಸಸ್ಪೆಂಡ್: [478, 88, 835, 110]
